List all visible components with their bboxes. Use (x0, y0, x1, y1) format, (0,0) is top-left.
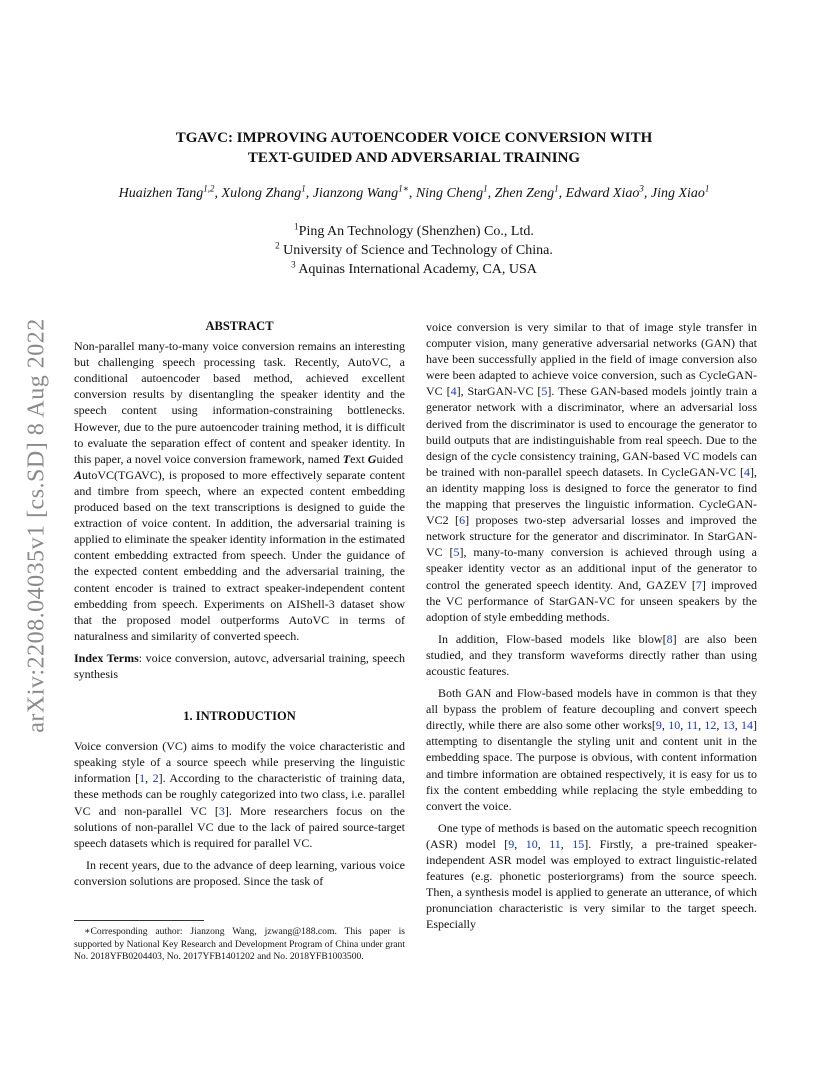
abstract-body: Non-parallel many-to-many voice conversion remains an interesting but challenging speech processing task. Recently, AutoVC, a conditional autoencoder based method, achieved excellent conversion results by disentangling the speaker identity and the speech content using information-constraining bottlenecks. However, due to the pure autoencoder training method, it is difficult to evaluate the separation effect of content and speaker identity. In this paper, a novel voice conversion framework, named Text Guided AutoVC(TGAVC), is proposed to more effectively separate content and timbre from speech, where an expected content embedding produced based on the text transcriptions is designed to guide the extraction of voice content. In addition, the adversarial training is applied to eliminate the speaker identity information in the estimated content embedding extracted from speech. Under the guidance of the expected content embedding and the adversarial training, the content encoder is trained to extract speaker-independent content embedding from speech. Experiments on AIShell-3 dataset show that the proposed model outperforms AutoVC in terms of naturalness and similarity of converted speech. (74, 339, 405, 643)
citation-link[interactable]: 12 (704, 718, 717, 733)
intro-paragraph-2: In recent years, due to the advance of deep learning, various voice conversion solutions are proposed. Since the task of (74, 857, 405, 888)
arxiv-identifier-text: arXiv:2208.04035v1 [cs.SD] 8 Aug 2022 (23, 317, 50, 733)
citation-link[interactable]: 1 (139, 771, 146, 786)
citation-link[interactable]: 8 (666, 631, 673, 646)
citation-link[interactable]: 10 (525, 836, 538, 851)
citation-link[interactable]: 4 (450, 384, 457, 399)
affiliation: $^3$ Aquinas International Academy, CA, USA (291, 259, 537, 277)
right-paragraph-1: voice conversion is very similar to that of image style transfer in computer vision, many generative adversarial networks (GAN) that have been successfully applied in the field of image conversion also were been adapted to achieve voice conversion, such as CycleGAN-VC [4], StarGAN-VC [5]. These GAN-based models jointly train a generator network with a discriminator, where an adversarial loss derived from the discriminator is used to encourage the generator to build outputs that are indistinguishable from real speech. Due to the design of the cycle consistency training, GAN-based VC models can be trained with non-parallel speech datasets. In CycleGAN-VC [4], an identity mapping loss is designed to force the generator to find the mapping that preserves the linguistic information. CycleGAN-VC2 [6] proposes two-step adversarial losses and improved the network structure for the generator and discriminator. In StarGAN-VC [5], many-to-many conversion is achieved through using a speaker identity vector as an additional input of the generator to control the generated speech identity. And, GAZEV [7] improved the VC performance of StarGAN-VC for unseen speakers by the adoption of style embedding methods. (426, 320, 758, 624)
footnote (74, 920, 405, 964)
citation-link[interactable]: 2 (152, 771, 159, 786)
right-paragraph-3: Both GAN and Flow-based models have in common is that they all bypass the problem of feature decoupling and convert speech directly, while there are also some other works[9, 10, 11, 12, 13, 14] attempting to disentangle the styling unit and content unit in the embedding space. The purpose is obvious, with content information and timbre information are obtained respectively, it is easy for us to fix the content embedding while replacing the style embedding to convert the voice. (426, 686, 758, 813)
footnote-text: ∗Corresponding author: Jianzong Wang, jzwang@188.com. This paper is supported by National Key Research and Development Program of China under grant No. 2018YFB0204403, No. 2017YFB1401202 and No. 2018YFB1003500. (74, 926, 405, 963)
footnote-rule (74, 920, 204, 921)
left-column (74, 318, 405, 895)
affiliation-list (74, 222, 754, 279)
right-paragraph-4: One type of methods is based on the automatic speech recognition (ASR) model [9, 10, 11, 15]. Firstly, a pre-trained speaker-independent ASR model was employed to extract linguistic-related features (e.g. phonetic posteriorgrams) from the source speech. Then, a synthesis model is applied to generate an utterance, of which pronunciation characteristic is very similar to the target speech. Especially (426, 820, 758, 932)
citation-link[interactable]: 15 (572, 836, 585, 851)
author: Edward Xiao$^3$ (565, 183, 644, 201)
author: Jianzong Wang$^{1∗}$ (312, 183, 409, 201)
citation-link[interactable]: 10 (668, 718, 681, 733)
author: Xulong Zhang$^1$ (221, 183, 306, 201)
citation-link[interactable]: 9 (655, 718, 662, 733)
title-line-1: TGAVC: IMPROVING AUTOENCODER VOICE CONVERSION WITH (175, 130, 653, 146)
title-line-2: TEXT-GUIDED AND ADVERSARIAL TRAINING (247, 150, 581, 166)
right-paragraph-2: In addition, Flow-based models like blow[8] are also been studied, and they transform waveforms directly rather than using acoustic features. (426, 631, 757, 678)
author: Huaizhen Tang$^{1,2}$ (118, 183, 215, 201)
index-terms: Index Terms: voice conversion, autovc, adversarial training, speech synthesis (74, 650, 405, 681)
arxiv-identifier (22, 290, 52, 760)
citation-link[interactable]: 14 (741, 718, 754, 733)
author: Ning Cheng$^1$ (415, 183, 488, 201)
citation-link[interactable]: 3 (218, 803, 225, 818)
intro-paragraph-1: Voice conversion (VC) aims to modify the voice characteristic and speaking style of a source speech while preserving the linguistic information [1, 2]. According to the characteristic of training data, these methods can be roughly categorized into two class, i.e. parallel VC and non-parallel VC [3]. More researchers focus on the solutions of non-parallel VC due to the lack of paired source-target speech datasets which is required for parallel VC. (74, 739, 406, 850)
citation-link[interactable]: 5 (453, 545, 460, 560)
author: Zhen Zeng$^1$ (494, 183, 559, 201)
citation-link[interactable]: 4 (744, 464, 750, 479)
affiliation: $^1$Ping An Technology (Shenzhen) Co., Ltd. (294, 221, 534, 239)
right-column (426, 319, 757, 938)
author-list: Huaizhen Tang$^{1,2}$, Xulong Zhang$^1$, Jianzong Wang$^{1∗}$, Ning Cheng$^1$, Zhen Zeng$^1$, Edward Xiao$^3$, Jing Xiao$^1$ (118, 183, 710, 201)
citation-link[interactable]: 13 (722, 718, 735, 733)
introduction-heading: 1. INTRODUCTION (183, 709, 296, 724)
citation-link[interactable]: 11 (549, 836, 561, 851)
abstract-heading: ABSTRACT (205, 319, 274, 333)
citation-link[interactable]: 7 (695, 577, 702, 592)
citation-link[interactable]: 5 (541, 384, 548, 399)
citation-link[interactable]: 6 (459, 513, 466, 528)
author: Jing Xiao$^1$ (650, 183, 710, 201)
affiliation: $^2$ University of Science and Technology of China. (275, 240, 553, 258)
paper-title (74, 128, 754, 168)
citation-link[interactable]: 11 (686, 718, 699, 733)
citation-link[interactable]: 9 (508, 836, 515, 851)
